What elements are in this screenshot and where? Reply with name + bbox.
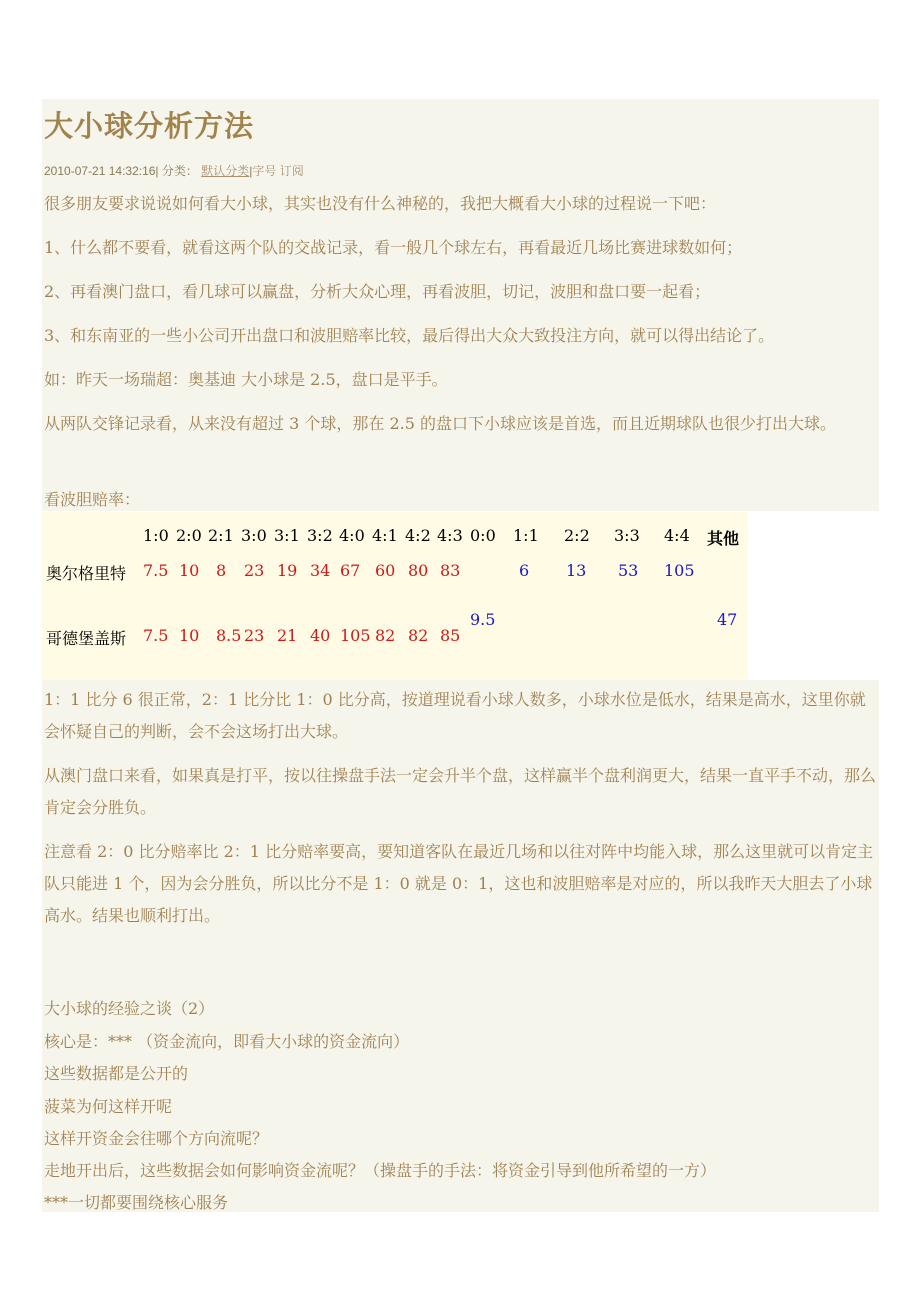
odds-cell: 82 xyxy=(375,626,396,645)
odds-header-5: 3:1 xyxy=(274,526,300,545)
odds-cell: 13 xyxy=(566,561,587,580)
meta-separator: | xyxy=(249,164,253,178)
odds-header-14: 3:3 xyxy=(614,526,640,545)
odds-cell: 105 xyxy=(664,561,695,580)
intro-paragraph: 很多朋友要求说说如何看大小球，其实也没有什么神秘的，我把大概看大小球的过程说一下吧： xyxy=(44,194,717,213)
odds-cell: 83 xyxy=(440,561,461,580)
odds-header-7: 4:0 xyxy=(339,526,365,545)
odds-cell: 40 xyxy=(310,626,331,645)
odds-cell: 8.5 xyxy=(216,626,242,645)
record-paragraph: 从两队交锋记录看，从来没有超过 3 个球，那在 2.5 的盘口下小球应该是首选，而且近期球队也很少打出大球。 xyxy=(44,414,836,433)
experience-line-live: 走地开出后，这些数据会如何影响资金流呢？（操盘手的手法：将资金引导到他所希望的一方） xyxy=(44,1161,717,1180)
odds-header-2: 2:0 xyxy=(176,526,202,545)
odds-header-3: 2:1 xyxy=(208,526,234,545)
odds-cell: 34 xyxy=(310,561,331,580)
odds-cell: 7.5 xyxy=(143,561,169,580)
odds-header-8: 4:1 xyxy=(372,526,398,545)
odds-cell: 10 xyxy=(179,561,200,580)
odds-header-6: 3:2 xyxy=(307,526,333,545)
odds-cell: 8 xyxy=(216,561,227,580)
odds-cell: 60 xyxy=(375,561,396,580)
odds-header-15: 4:4 xyxy=(664,526,690,545)
odds-header-11: 0:0 xyxy=(470,526,496,545)
odds-cell: 80 xyxy=(408,561,429,580)
team-name-away: 哥德堡盖斯 xyxy=(46,629,127,648)
experience-heading: 大小球的经验之谈（2） xyxy=(44,999,215,1018)
odds-header-10: 4:3 xyxy=(437,526,463,545)
analysis-paragraph-2: 从澳门盘口来看，如果真是打平，按以往操盘手法一定会升半个盘，这样赢半个盘利润更大，结果一直平手不动，那么肯定会分胜负。 xyxy=(44,766,877,817)
font-size-link[interactable]: 字号 xyxy=(252,164,277,178)
odds-cell: 7.5 xyxy=(143,626,169,645)
odds-cell-0-0: 9.5 xyxy=(470,610,496,629)
post-datetime: 2010-07-21 14:32:16| xyxy=(44,164,159,178)
odds-cell: 67 xyxy=(340,561,361,580)
odds-header-16: 其他 xyxy=(707,529,740,548)
analysis-paragraph-3: 注意看 2：0 比分赔率比 2：1 比分赔率要高，要知道客队在最近几场和以往对阵中均能入球，那么这里就可以肯定主队只能进 1 个，因为会分胜负，所以比分不是 1：0 就是 0：1，这也和波胆赔率是对应的，所以我昨天大胆去了小球高水。结果也顺利打出。 xyxy=(44,842,874,925)
team-name-home: 奥尔格里特 xyxy=(46,564,127,583)
odds-cell: 23 xyxy=(244,561,265,580)
step-2-paragraph: 2、再看澳门盘口，看几球可以赢盘，分析大众心理，再看波胆，切记，波胆和盘口要一起看； xyxy=(44,282,711,301)
odds-header-13: 2:2 xyxy=(564,526,590,545)
odds-cell: 53 xyxy=(618,561,639,580)
experience-line-final: ***一切都要围绕核心服务 xyxy=(44,1193,229,1212)
step-3-paragraph: 3、和东南亚的一些小公司开出盘口和波胆赔率比较，最后得出大众大致投注方向，就可以得出结论了。 xyxy=(44,326,775,345)
odds-header-9: 4:2 xyxy=(405,526,431,545)
odds-cell: 19 xyxy=(277,561,298,580)
experience-line-why: 菠菜为何这样开呢 xyxy=(44,1097,173,1116)
odds-cell: 23 xyxy=(244,626,265,645)
step-1-paragraph: 1、什么都不要看，就看这两个队的交战记录，看一般几个球左右，再看最近几场比赛进球数如何； xyxy=(44,238,743,257)
odds-cell: 21 xyxy=(277,626,298,645)
odds-cell-other: 47 xyxy=(717,610,738,629)
experience-line-flow: 这样开资金会往哪个方向流呢？ xyxy=(44,1129,269,1148)
odds-cell: 6 xyxy=(519,561,530,580)
odds-heading: 看波胆赔率： xyxy=(44,490,141,509)
odds-cell: 10 xyxy=(179,626,200,645)
example-paragraph: 如：昨天一场瑞超：奥基迪 大小球是 2.5，盘口是平手。 xyxy=(44,370,448,389)
odds-cell: 105 xyxy=(340,626,371,645)
article-title: 大小球分析方法 xyxy=(44,109,255,143)
category-link[interactable]: 默认分类 xyxy=(201,164,250,178)
odds-header-4: 3:0 xyxy=(241,526,267,545)
subscribe-link[interactable]: 订阅 xyxy=(279,164,304,178)
correct-score-odds-table xyxy=(42,512,748,680)
analysis-paragraph-1: 1：1 比分 6 很正常，2：1 比分比 1：0 比分高，按道理说看小球人数多，小球水位是低水，结果是高水，这里你就会怀疑自己的判断，会不会这场打出大球。 xyxy=(44,690,866,741)
odds-header-1: 1:0 xyxy=(143,526,169,545)
experience-line-public: 这些数据都是公开的 xyxy=(44,1064,189,1083)
experience-line-core: 核心是：*** （资金流向，即看大小球的资金流向） xyxy=(44,1032,410,1051)
category-label: 分类： xyxy=(161,164,198,178)
odds-cell: 82 xyxy=(408,626,429,645)
odds-cell: 85 xyxy=(440,626,461,645)
article-meta xyxy=(44,162,304,179)
odds-header-12: 1:1 xyxy=(513,526,539,545)
